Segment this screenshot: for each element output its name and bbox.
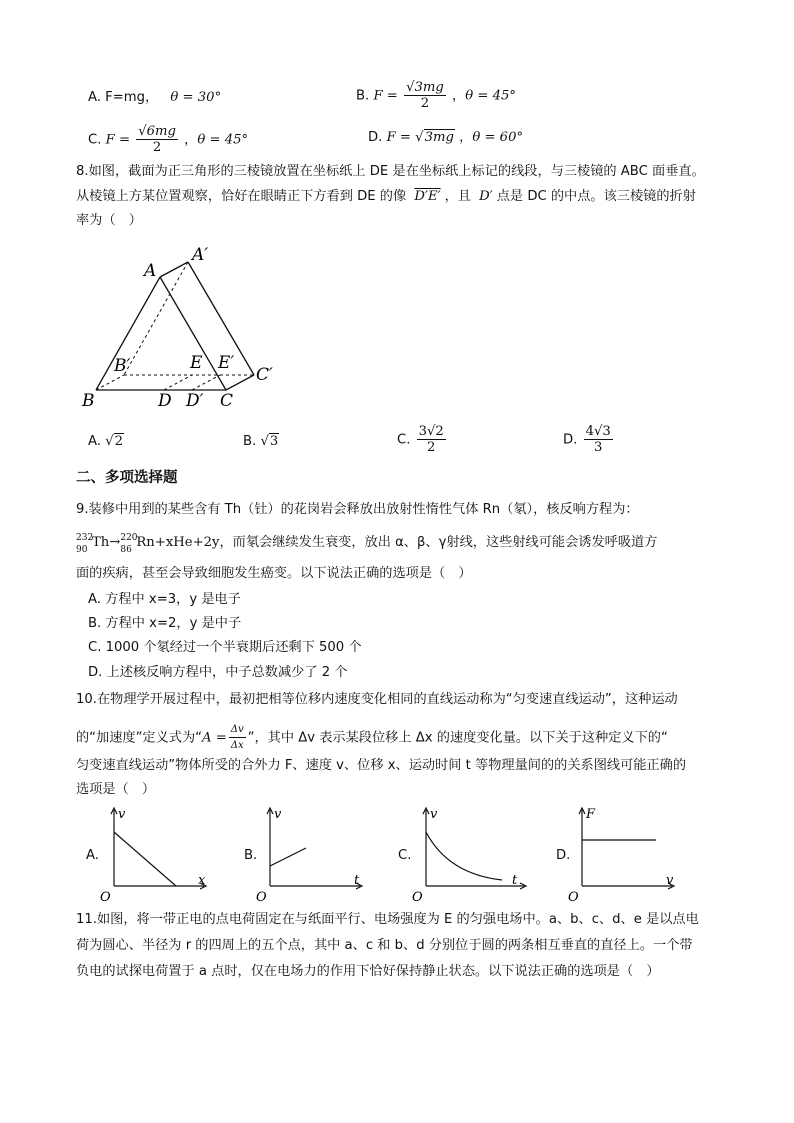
q10-line1: 10.在物理学开展过程中，最初把相等位移内速度变化相同的直线运动称为“匀变速直线运动”，这种运动 [76,692,678,707]
q8-line3: 率为（ ） [76,213,142,228]
q10-line2: 的“加速度”定义式为“A = $\frac{\Delta v}{\Delta x}$ ”，其中 Δv 表示某段位移上 Δx 的速度变化量。以下关于这种定义下的“ [76,724,668,751]
svg-text:v: v [274,807,282,822]
svg-text:v: v [430,807,438,822]
segment-de [164,375,192,390]
q11-line1: 11.如图，将一带正电的点电荷固定在与纸面平行、电场强度为 E 的匀强电场中。a、b、c、d、e 是以点电 [76,912,699,927]
svg-text:v: v [666,873,674,888]
q8-option-c: C. $\frac{3√2}{2}$ [397,424,444,455]
label-d2: D′ [186,391,204,411]
svg-text:O: O [568,890,579,904]
q9-option-c: C. 1000 个氡经过一个半衰期后还剩下 500 个 [88,640,362,655]
label-c2: C′ [256,365,273,385]
graph-c [412,804,532,904]
graph-c-curve [426,832,502,880]
q11-line2: 荷为圆心、半径为 r 的四周上的五个点，其中 a、c 和 b、d 分别位于圆的两条相互垂直的直径上。一个带 [76,938,693,953]
svg-text:O: O [412,890,423,904]
q8-option-d: D. $\frac{4√3}{3}$ [563,424,611,455]
graph-a [100,804,210,904]
segment-d2e2 [192,375,220,390]
q7-option-a: A. F=mg， θ = 30° [88,90,222,105]
label-b: B [82,391,95,411]
q9-line3: 面的疾病，甚至会导致细胞发生癌变。以下说法正确的选项是（ ） [76,566,472,581]
q7-option-d: D. F = √3mg ，θ = 60° [368,130,524,145]
graph-c-label: C. [398,848,412,863]
svg-text:t: t [354,873,360,888]
q9-equation-line: 232 90 Th→ 220 86 Rn+xHe+2y，而氡会继续发生衰变，放出 α、β、γ射线，这些射线可能会诱发呼吸道方 [76,533,658,555]
graph-b-line [270,848,306,866]
q11-line3: 负电的试探电荷置于 a 点时，仅在电场力的作用下恰好保持静止状态。以下说法正确的选项是（ ） [76,964,660,979]
q7-option-b: B. F = $\frac{√3mg}{2}$ ，θ = 45° [356,80,516,111]
q8-line2: 从棱镜上方某位置观察，恰好在眼睛正下方看到 DE 的像 D′E′ ，且 D′ 点是 DC 的中点。该三棱镜的折射 [76,189,696,204]
q8-line1: 8.如图，截面为正三角形的三棱镜放置在坐标纸上 DE 是在坐标纸上标记的线段，与三棱镜的 ABC 面垂直。 [76,164,705,179]
prism-figure [76,240,296,415]
svg-text:x: x [198,873,206,888]
q8-option-b: B. √3 [243,434,279,449]
q10-line3: 匀变速直线运动”物体所受的合外力 F、速度 v、位移 x、运动时间 t 等物理量间的的关系图线可能正确的 [76,758,687,773]
q8-option-a: A. √2 [88,434,123,449]
q9-option-a: A. 方程中 x=3，y 是电子 [88,592,241,607]
q9-option-b: B. 方程中 x=2，y 是中子 [88,616,242,631]
label-e2: E′ [218,353,235,373]
svg-text:F: F [586,807,596,822]
svg-text:O: O [256,890,267,904]
q9-line1: 9.装修中用到的某些含有 Th（钍）的花岗岩会释放出放射性惰性气体 Rn（氡），核反响方程为： [76,502,639,517]
label-e: E [190,353,203,373]
label-a2: A′ [192,245,209,265]
graph-d [568,804,680,904]
graph-d-label: D. [556,848,571,863]
graph-a-label: A. [86,848,99,863]
label-a: A [144,261,157,281]
graph-a-line [114,832,176,886]
label-b2: B′ [114,356,131,376]
svg-text:t: t [512,873,518,888]
graph-b [256,804,366,904]
graph-b-label: B. [244,848,258,863]
q7-option-c: C. F = $\frac{√6mg}{2}$ ，θ = 45° [88,124,249,155]
edge-cc2 [226,375,254,390]
section-title: 二、多项选择题 [76,470,178,486]
svg-text:v: v [118,807,126,822]
q10-line4: 选项是（ ） [76,782,156,797]
label-d: D [158,391,172,411]
label-c: C [220,391,234,411]
svg-text:O: O [100,890,111,904]
q9-option-d: D. 上述核反响方程中，中子总数减少了 2 个 [88,665,348,680]
